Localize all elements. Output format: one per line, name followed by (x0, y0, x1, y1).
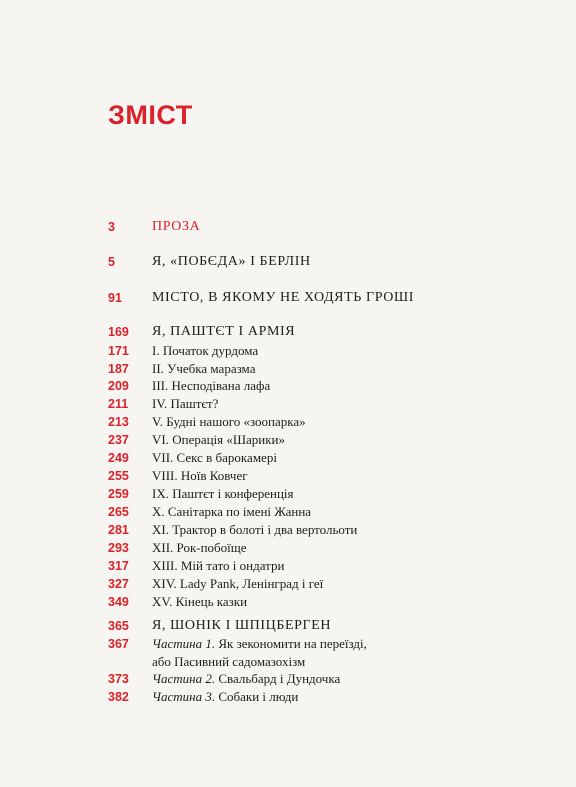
toc-entry[interactable] (0, 342, 576, 360)
toc-entry[interactable] (0, 395, 576, 413)
page-number: 317 (108, 559, 129, 573)
toc-entry[interactable] (0, 485, 576, 503)
toc-entry[interactable] (0, 688, 576, 706)
page-number: 3 (108, 220, 115, 234)
page-number: 209 (108, 379, 129, 393)
toc-entry[interactable] (0, 253, 576, 271)
page-number: 171 (108, 344, 129, 358)
chapter-title: XIII. Мій тато і ондатри (152, 558, 285, 573)
page-number: 91 (108, 291, 122, 305)
page-number: 373 (108, 672, 129, 686)
page-number: 293 (108, 541, 129, 555)
toc-entry[interactable] (0, 575, 576, 593)
chapter-name: Як зекономити на переїзді, (218, 636, 367, 651)
page-number: 281 (108, 523, 129, 537)
page-number: 5 (108, 255, 115, 269)
section-title: ПРОЗА (152, 219, 201, 234)
toc-entry[interactable] (0, 218, 576, 236)
chapter-title: V. Будні нашого «зоопарка» (152, 414, 306, 429)
page-number: 259 (108, 487, 129, 501)
chapter-title: II. Учебка маразма (152, 361, 256, 376)
chapter-title: XII. Рок-побоїще (152, 540, 247, 555)
page-number: 169 (108, 325, 129, 339)
page-number: 249 (108, 451, 129, 465)
toc-entry[interactable] (0, 557, 576, 575)
page-number: 237 (108, 433, 129, 447)
page-number: 349 (108, 595, 129, 609)
toc-entry[interactable] (0, 593, 576, 611)
page-number: 211 (108, 397, 129, 411)
page-number: 265 (108, 505, 129, 519)
chapter-name-continued: або Пасивний садомазохізм (152, 654, 306, 669)
toc-entry[interactable] (0, 467, 576, 485)
page-number: 213 (108, 415, 129, 429)
chapter-title: XI. Трактор в болоті і два вертольоти (152, 522, 358, 537)
toc-entry[interactable] (0, 431, 576, 449)
chapter-title: I. Початок дурдома (152, 343, 259, 358)
toc-entry[interactable] (0, 323, 576, 341)
toc-entry[interactable] (0, 635, 576, 669)
toc-entry[interactable] (0, 289, 576, 307)
toc-entry[interactable] (0, 521, 576, 539)
page-title: ЗМІСТ (108, 100, 193, 130)
chapter-title: XV. Кінець казки (152, 594, 248, 609)
chapter-title: IV. Паштєт? (152, 396, 219, 411)
chapter-title: VIII. Ноїв Ковчег (152, 468, 248, 483)
chapter-title (152, 635, 367, 671)
toc-entry[interactable] (0, 670, 576, 688)
chapter-title: VI. Операція «Шарики» (152, 432, 286, 447)
page-number: 327 (108, 577, 129, 591)
chapter-title: IX. Паштєт і конференція (152, 486, 294, 501)
page-number: 365 (108, 619, 129, 633)
toc-entry[interactable] (0, 539, 576, 557)
section-title: Я, ПАШТЄТ І АРМІЯ (152, 324, 296, 339)
chapter-title (152, 670, 340, 688)
chapter-name: Собаки і люди (218, 689, 299, 704)
part-label: Частина 3. (152, 689, 216, 704)
part-label: Частина 2. (152, 671, 216, 686)
toc-entry[interactable] (0, 360, 576, 378)
chapter-name: Свальбард і Дундочка (218, 671, 341, 686)
section-title: Я, «ПОБЄДА» І БЕРЛІН (152, 254, 311, 269)
chapter-title: III. Несподівана лафа (152, 378, 271, 393)
chapter-title: X. Санітарка по імені Жанна (152, 504, 312, 519)
chapter-title: XIV. Lady Pank, Ленінград і геї (152, 576, 324, 591)
page-number: 382 (108, 690, 129, 704)
chapter-title: VII. Секс в барокамері (152, 450, 277, 465)
page-number: 187 (108, 362, 129, 376)
toc-entry[interactable] (0, 503, 576, 521)
page-number: 367 (108, 637, 129, 651)
part-label: Частина 1. (152, 636, 216, 651)
toc-entry[interactable] (0, 377, 576, 395)
section-title: МІСТО, В ЯКОМУ НЕ ХОДЯТЬ ГРОШІ (152, 290, 414, 305)
chapter-title (152, 688, 298, 706)
toc-entry[interactable] (0, 413, 576, 431)
toc-entry[interactable] (0, 449, 576, 467)
section-title: Я, ШОНІК І ШПІЦБЕРГЕН (152, 618, 332, 633)
toc-entry[interactable] (0, 617, 576, 635)
page-number: 255 (108, 469, 129, 483)
